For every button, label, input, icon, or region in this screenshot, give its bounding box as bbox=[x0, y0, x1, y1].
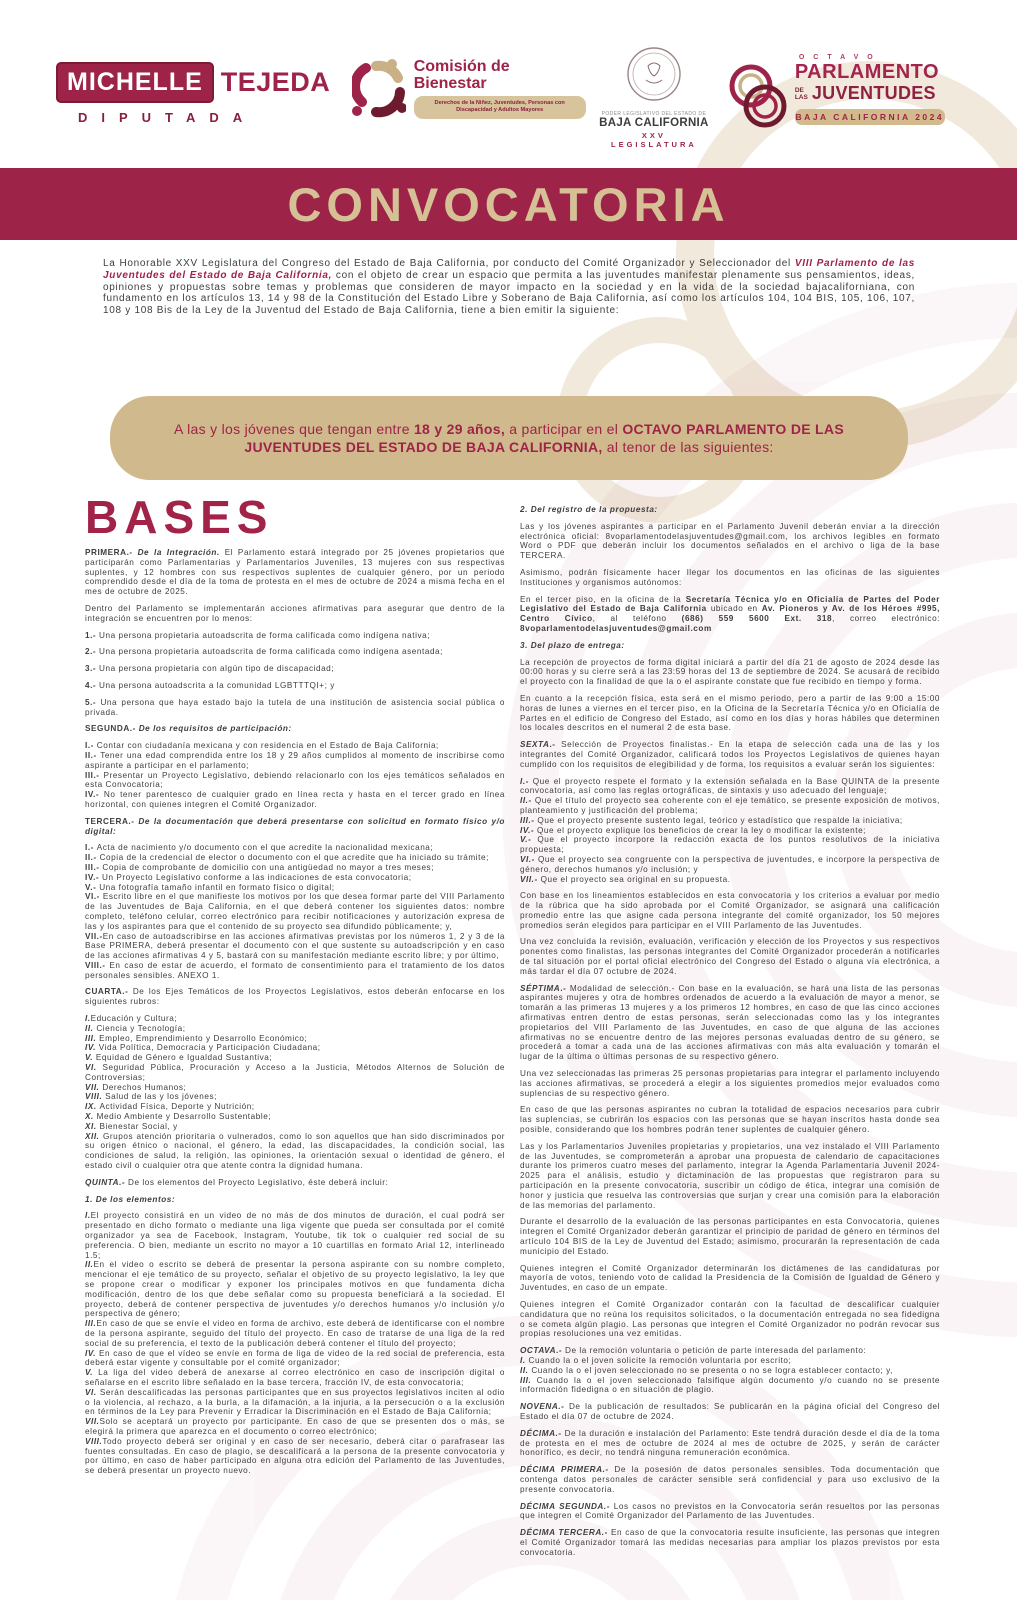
paragraph bbox=[85, 1102, 505, 1112]
text-segment: Selección de Proyectos finalistas.- En la etapa de selección cada una de las y los integrantes del Comité Organizador, calificará todos los Proyectos Legislativos de quienes hayan cumplido con los requisitos de elegibilidad y de forma, los requisitos a evaluar serán los siguientes: bbox=[520, 740, 940, 769]
paragraph bbox=[520, 1356, 940, 1366]
text-segment: Dentro del Parlamento se implementarán acciones afirmativas para asegurar que dentro de la integración se encuentren por lo menos: bbox=[85, 603, 505, 623]
text-segment: I.- bbox=[85, 843, 97, 853]
paragraph bbox=[85, 1349, 505, 1369]
paragraph bbox=[85, 1211, 505, 1260]
text-segment: En caso de estar de acuerdo, el formato de consentimiento para el tratamiento de los datos personales sensibles. ANEXO 1. bbox=[85, 960, 505, 980]
text-segment: En caso de autoadscribirse en las acciones afirmativas previstas por los números 1, 2 y 3 de la Base PRIMERA, deberá presentar el documento con el que sustente su autoadscripción y en caso de las acciones afirmativas 4 y 5, bastará con su manifestación mediante escrito libre; y por último, bbox=[85, 931, 505, 961]
text-segment: 3.- bbox=[85, 664, 100, 674]
text-segment: IX. bbox=[85, 1102, 100, 1112]
text-segment: De la duración e instalación del Parlamento: Este tendrá duración desde el día de la toma de protesta en el mes de octubre de 2024 al mes de octubre de 2025, y serán de carácter honorífico, es decir, no tendrá ninguna remuneración económica. bbox=[520, 1428, 940, 1458]
text-segment: Copia de la credencial de elector o documento con el que acredite que ha iniciado su trámite; bbox=[99, 853, 489, 863]
text-segment: QUINTA.- bbox=[85, 1177, 129, 1187]
congreso-line3: XXV LEGISLATURA bbox=[611, 131, 697, 149]
text-segment: .- bbox=[556, 1346, 565, 1356]
text-segment: Una persona autoadscrita a la comunidad LGBTTTQI+; y bbox=[99, 680, 335, 690]
paragraph bbox=[85, 863, 505, 873]
text-segment: , al teléfono bbox=[592, 614, 682, 624]
text-segment: 18 y 29 años, bbox=[413, 420, 506, 437]
text-segment: Que el título del proyecto sea coherente con el eje temático, se presente exposición de motivos, planteamiento y justificación del problema; bbox=[520, 796, 940, 815]
text-segment: III. bbox=[520, 1375, 537, 1385]
paragraph bbox=[85, 1014, 505, 1024]
intro-paragraph bbox=[103, 258, 915, 317]
text-segment: DÉCIMA TERCERA.- bbox=[520, 1528, 612, 1538]
text-segment: III. bbox=[85, 1033, 100, 1043]
text-segment: VII. bbox=[85, 1082, 103, 1092]
text-segment: 1. De los elementos: bbox=[85, 1194, 176, 1204]
paragraph bbox=[520, 1429, 940, 1458]
text-segment: Las y los Parlamentarios Juveniles propietarias y propietarios, una vez instalado el VIII Parlamento de las Juventudes, se comprometerán a aprobar una propuesta de calendario de capacitaciones durante los primeros cuatro meses del parlamento, integrar la Agenda Parlamentaria Juvenil 2024-2025 para el análisis, estudio y dictaminación de las propuestas que registraron para su participación en la presente convocatoria, suscribir un código de ética, integrar una comisión de honor y justicia que resuelva las controversias que surjan y crear una comisión para la elaboración de las memorias del parlamento. bbox=[520, 1141, 940, 1210]
paragraph bbox=[520, 855, 940, 875]
text-segment: I.- bbox=[520, 776, 533, 786]
paragraph bbox=[520, 595, 940, 634]
congreso-line1: PODER LEGISLATIVO DEL ESTADO DE bbox=[601, 111, 707, 117]
comision-badge: Derechos de la Niñez, Juventudes, Personas con Discapacidad y Adultos Mayores bbox=[414, 96, 586, 119]
paragraph bbox=[520, 694, 940, 733]
text-segment: Salud de las y los jóvenes; bbox=[105, 1092, 217, 1102]
text-segment: El Parlamento estará integrado por 25 jóvenes propietarios que participarán como Parlamentarias y Parlamentarios Juveniles, 13 mujeres con sus respectivas suplentes, y 12 hombres con sus respectivos suplentes de cualquier género, por un periodo comprendido desde el día de la toma de protesta en el mes de octubre de 2024 a misma fecha en el mes de octubre de 2025. bbox=[85, 548, 505, 597]
paragraph bbox=[520, 1142, 940, 1211]
text-segment: al tenor de las siguientes: bbox=[602, 439, 774, 455]
paragraph bbox=[520, 1346, 940, 1356]
parlamento-octavo-label: OCTAVO bbox=[798, 54, 882, 61]
text-segment: II. bbox=[85, 1023, 97, 1033]
text-segment: a participar en el bbox=[505, 420, 623, 437]
paragraph bbox=[85, 1034, 505, 1044]
parlamento-de: DE bbox=[794, 86, 804, 94]
text-segment: II. bbox=[520, 1365, 532, 1375]
text-segment: Una persona propietaria con algún tipo de discapacidad; bbox=[99, 664, 335, 674]
text-segment: De la Integración. bbox=[137, 548, 225, 557]
text-segment: Las y los jóvenes aspirantes a participar en el Parlamento Juvenil deberán enviar a la dirección electrónica oficial: 8voparlamentodelasjuventudes@gmail.com, los archivos legibles en formato Word o PDF que deberán incluir los documentos señalados en el archivo o liga de la base TERCERA. bbox=[520, 521, 940, 561]
text-segment: I. bbox=[85, 1014, 91, 1024]
text-segment: PRIMERA.- bbox=[85, 548, 138, 557]
text-segment: Con base en los lineamientos establecidos en esta convocatoria y los criterios a evaluar por medio de la rúbrica que ha sido aprobada por el Comité Organizador, se asignará una calificación promedio entre las que asigne cada persona integrante del comité organizador, los 50 mejores promedios serán elegidos para participar en el VIII Parlamento de las Juventudes. bbox=[520, 891, 940, 930]
paragraph bbox=[85, 873, 505, 883]
paragraph bbox=[85, 1178, 505, 1188]
paragraph bbox=[85, 1260, 505, 1319]
text-segment: Tener una edad comprendida entre los 18 y 29 años cumplidos al momento de inscribirse como aspirante a participar en el parlamento; bbox=[85, 750, 505, 770]
text-segment: Quienes integren el Comité Organizador contarán con la facultad de descalificar cualquier candidatura que no reúna los requisitos solicitados, o la documentación entregada no sea fidedigna o se cometa algún plagio. Las personas que integren el Comité Organizador no podrán revocar sus propias resoluciones una vez emitidas. bbox=[520, 1299, 940, 1339]
michelle-name-box: MICHELLE bbox=[56, 62, 214, 103]
text-segment: X. bbox=[85, 1112, 97, 1122]
text-segment: Seguridad Pública, Procuración y Acceso a la Justicia, Métodos Alternos de Solución de Controversias; bbox=[85, 1063, 505, 1082]
text-segment: Vida Política, Democracia y Participación Ciudadana; bbox=[98, 1043, 321, 1053]
text-segment: Asimismo, podrán físicamente hacer llegar los documentos en las oficinas de las siguientes Instituciones y organismos autónomos: bbox=[520, 567, 940, 587]
paragraph bbox=[85, 883, 505, 893]
text-segment: NOVENA.- bbox=[520, 1402, 569, 1412]
comision-pinwheel-icon bbox=[352, 58, 406, 120]
text-segment: .- bbox=[560, 983, 570, 993]
paragraph bbox=[520, 937, 940, 976]
text-segment: .- bbox=[549, 740, 562, 750]
text-segment: IV. bbox=[85, 1348, 100, 1358]
text-segment: VIII Parlamento de las Juventudes del Estado de Baja California, bbox=[103, 258, 915, 281]
text-segment: I. bbox=[85, 1211, 91, 1221]
paragraph bbox=[85, 1092, 505, 1102]
paragraph bbox=[520, 984, 940, 1062]
text-segment: DÉCIMA PRIMERA.- bbox=[520, 1465, 615, 1475]
banner bbox=[0, 168, 1017, 240]
paragraph bbox=[520, 1300, 940, 1339]
parlamento-de-las-label bbox=[795, 87, 808, 101]
paragraph bbox=[85, 932, 505, 961]
text-segment: 3. Del plazo de entrega: bbox=[520, 640, 625, 650]
paragraph bbox=[85, 1083, 505, 1093]
paragraph bbox=[520, 1502, 940, 1522]
paragraph bbox=[85, 741, 505, 751]
text-segment: En caso de que el vídeo se envíe en forma de liga de video de la red social de preferencia, esta deberá estar vigente y consultable por el comité organizador; bbox=[85, 1348, 505, 1368]
text-segment: En cuanto a la recepción física, esta será en el mismo periodo, pero a partir de las 9:00 a 15:00 horas de lunes a viernes en el tercer piso, en la Oficina de la Secretaría Técnica y/o en Oficialía de Partes en el edificio de Congreso del Estado, así como en los días y horas hábiles que determinen los locales descritos en el numeral 2 de esta base. bbox=[520, 693, 940, 733]
text-segment: Cuando la o el joven seleccionado falsifique algún documento y/o cuando no se presente información fidedigna o en situación de plagio. bbox=[520, 1375, 940, 1395]
text-segment: IV.- bbox=[85, 872, 103, 882]
text-segment: V.- bbox=[85, 882, 100, 892]
paragraph bbox=[85, 664, 505, 674]
callout-text bbox=[156, 420, 862, 457]
text-segment: VII.- bbox=[85, 931, 103, 941]
text-segment: En caso de que las personas aspirantes no cubran la totalidad de espacios necesarios para cubrir las suplencias, se cubrirán los espacios con las personas que se hayan inscritos hasta donde sea posible, considerando que los hombres podrán tener suplentes de cualquier género. bbox=[520, 1105, 940, 1135]
paragraph bbox=[85, 1437, 505, 1476]
header bbox=[56, 46, 968, 149]
parlamento-title: PARLAMENTO bbox=[794, 61, 940, 83]
bases-left-column bbox=[85, 548, 505, 1588]
text-segment: Medio Ambiente y Desarrollo Sustentable; bbox=[96, 1112, 272, 1122]
text-segment: De los Ejes Temáticos de los Proyectos Legislativos, estos deberán enfocarse en los siguientes rubros: bbox=[85, 987, 505, 1007]
paragraph bbox=[85, 604, 505, 624]
callout-box bbox=[110, 396, 908, 480]
text-segment: Empleo, Emprendimiento y Desarrollo Económico; bbox=[99, 1033, 308, 1043]
paragraph bbox=[85, 790, 505, 810]
tejeda-name: TEJEDA bbox=[220, 67, 331, 97]
paragraph bbox=[85, 1388, 505, 1417]
text-segment: Bienestar Social, y bbox=[99, 1121, 178, 1131]
text-segment: Copia de comprobante de domicilio con una antigüedad no mayor a tres meses; bbox=[102, 862, 435, 872]
text-segment: Solo se aceptará un proyecto por participante. En caso de que se presenten dos o más, se elegirá la primera que aparezca en el documento o correo electrónico; bbox=[85, 1417, 505, 1436]
paragraph bbox=[520, 1105, 940, 1134]
text-segment: Una fotografía tamaño infantil en formato físico o digital; bbox=[99, 882, 335, 892]
text-segment: IV. bbox=[85, 1043, 99, 1053]
text-segment: Todo proyecto deberá ser original y en caso de ser necesario, deberá citar o parafrasear las fuentes consultadas. En caso de plagio, se descalificará a la persona de la presente convocatoria y por último, en caso de haber participado en alguna otra edición del Parlamento de las Juventudes, se deberá presentar un proyecto nuevo. bbox=[85, 1436, 505, 1476]
paragraph bbox=[520, 1264, 940, 1293]
paragraph bbox=[520, 1366, 940, 1376]
paragraph bbox=[520, 1217, 940, 1256]
text-segment: La liga del video deberá de anexarse al correo electrónico en caso de inscripción digital o señalarse en el escrito libre señalado en la base tercera, fracción IV, de esta convocatoria; bbox=[85, 1368, 505, 1387]
paragraph bbox=[85, 1024, 505, 1034]
text-segment: Una persona propietaria autoadscrita de forma calificada como indígena asentada; bbox=[99, 647, 443, 657]
paragraph bbox=[85, 1319, 505, 1348]
comision-bienestar-logo bbox=[352, 58, 589, 120]
text-segment: VI.- bbox=[85, 892, 103, 902]
text-segment: OCTAVO PARLAMENTO DE LAS JUVENTUDES DEL ESTADO DE BAJA CALIFORNIA, bbox=[244, 420, 844, 455]
text-segment: II. bbox=[85, 1260, 94, 1270]
parlamento-las: LAS bbox=[794, 93, 808, 101]
text-segment: 1.- bbox=[85, 630, 100, 640]
text-segment: 8voparlamentodelasjuventudes@gmail.com bbox=[520, 623, 712, 633]
paragraph bbox=[85, 843, 505, 853]
paragraph bbox=[520, 740, 940, 769]
text-segment: Que el proyecto explique los beneficios de crear la ley o modificar la existente; bbox=[537, 825, 867, 835]
text-segment: SEGUNDA.- bbox=[85, 724, 139, 734]
parlamento-juventudes-logo bbox=[727, 54, 968, 138]
text-segment: Grupos atención prioritaria o vulnerados, como lo son aquellos que han sido discriminados por su origen étnico o nacional, el género, la edad, las discapacidades, la condición social, las condiciones de salud, la religión, las opiniones, la orientación sexual o identidad de género, el estado civil o cualquier otra que atente contra la dignidad humana. bbox=[85, 1131, 505, 1171]
text-segment: Presentar un Proyecto Legislativo, debiendo relacionarlo con los ejes temáticos señalados en esta Convocatoria; bbox=[85, 770, 505, 790]
text-segment: En caso de que se envíe el video en forma de archivo, este deberá de identificarse con el nombre de la persona aspirante, seguido del título del proyecto. En caso de tratarse de una liga de la red social de su preferencia, el texto de la publicación deberá contener el título del proyecto; bbox=[85, 1319, 505, 1348]
text-segment: OCTAVA bbox=[520, 1346, 557, 1356]
text-segment: 2. Del registro de la propuesta: bbox=[520, 505, 658, 514]
paragraph bbox=[520, 891, 940, 930]
paragraph bbox=[520, 1528, 940, 1557]
paragraph bbox=[85, 548, 505, 597]
text-segment: Que el proyecto sea congruente con la perspectiva de juventudes, e incorpore la perspectiva de género, derechos humanos y/o inclusión; y bbox=[520, 854, 940, 874]
text-segment: Que el proyecto presente sustento legal, teórico y estadístico que respalde la iniciativa; bbox=[537, 815, 903, 825]
text-segment: Contar con ciudadanía mexicana y con residencia en el Estado de Baja California; bbox=[96, 741, 439, 751]
text-segment: El proyecto consistirá en un video de no más de dos minutos de duración, el cual podrá ser presentado en dicho formato o mediante una liga vigente que pueda ser consultada por el comité organizador ya sea de Facebook, Instagram, Youtube, tik tok o cualquier red social de su preferencia. O bien, mediante un escrito no mayor a 10 cuartillas en formato Arial 12, interlineado 1.5; bbox=[85, 1211, 505, 1260]
text-segment: VIII. bbox=[85, 1436, 103, 1446]
text-segment: CUARTA.- bbox=[85, 987, 133, 997]
text-segment: I.- bbox=[85, 741, 97, 751]
paragraph bbox=[520, 658, 940, 687]
paragraph bbox=[85, 987, 505, 1007]
text-segment: VI. bbox=[85, 1387, 100, 1397]
michelle-tejeda-logo bbox=[56, 62, 338, 125]
text-segment: Una vez seleccionadas las primeras 25 personas propietarias para integrar el parlamento incluyendo las acciones afirmativas, se procederá a elegir a los siguientes promedios mejor evaluados como suplencias de su respectivo género. bbox=[520, 1069, 940, 1098]
paragraph bbox=[85, 1132, 505, 1171]
paragraph bbox=[85, 698, 505, 718]
text-segment: IV.- bbox=[520, 825, 538, 835]
paragraph bbox=[520, 522, 940, 561]
paragraph bbox=[85, 647, 505, 657]
paragraph bbox=[520, 568, 940, 588]
text-segment: DÉCIMA SEGUNDA.- bbox=[520, 1501, 614, 1511]
text-segment: VII. bbox=[85, 1417, 100, 1427]
text-segment: Una persona que haya estado bajo la tutela de una institución de asistencia social pública o privada. bbox=[85, 697, 505, 717]
paragraph bbox=[85, 1195, 505, 1205]
paragraph bbox=[520, 1402, 940, 1422]
parlamento-rings-icon bbox=[727, 54, 789, 138]
bases-heading: BASES bbox=[85, 491, 274, 543]
text-segment: Durante el desarrollo de la evaluación de las personas participantes en esta Convocatoria, quienes integren el Comité Organizador deberán garantizar el principio de paridad de género en términos del artículo 104 BIS de la Ley de Juventud del Estado; asimismo, procurarán la representación de cada municipio del Estado. bbox=[520, 1217, 940, 1256]
text-segment: II.- bbox=[520, 796, 535, 806]
diputada-label: DIPUTADA bbox=[78, 110, 257, 125]
paragraph bbox=[85, 681, 505, 691]
text-segment: XI. bbox=[85, 1121, 100, 1131]
text-segment: Av. Pioneros y Av. de los Héroes #995, Centro Cívico bbox=[520, 604, 940, 624]
text-segment: XII. bbox=[85, 1131, 103, 1141]
paragraph bbox=[85, 1368, 505, 1388]
text-segment: Que el proyecto incorpore la redacción exacta de los puntos resolutivos de la iniciativa propuesta; bbox=[520, 835, 940, 855]
text-segment: DÉCIMA.- bbox=[520, 1428, 565, 1438]
text-segment: Cuando la o el joven seleccionado no se presenta o no se logra establecer contacto; y, bbox=[531, 1365, 893, 1375]
text-segment: La Honorable XXV Legislatura del Congreso del Estado de Baja California, por conducto del Comité Organizador y Seleccionador del bbox=[103, 258, 795, 269]
text-segment: De la posesión de datos personales sensibles. Toda documentación que contenga datos personales de carácter sensible será confidencial y para uso exclusivo de la presente convocatoria. bbox=[520, 1465, 940, 1494]
text-segment: Quienes integren el Comité Organizador determinarán los dictámenes de las candidaturas por mayoría de votos, teniendo voto de calidad la Presidencia de la Comisión de Igualdad de Género y Juventudes, en caso de un empate. bbox=[520, 1263, 940, 1293]
paragraph bbox=[520, 835, 940, 855]
text-segment: Educación y Cultura; bbox=[90, 1014, 178, 1024]
text-segment: I. bbox=[520, 1355, 529, 1365]
congreso-line2: BAJA CALIFORNIA bbox=[599, 117, 709, 129]
text-segment: VIII. bbox=[85, 1092, 106, 1102]
paragraph bbox=[85, 631, 505, 641]
paragraph bbox=[520, 826, 940, 836]
paragraph bbox=[520, 777, 940, 797]
text-segment: Escrito libre en el que manifieste los motivos por los que desea formar parte del VIII Parlamento de las Juventudes de Baja California, en el que deberá contener los siguientes datos: nombre completo, teléfono celular, correo electrónico para recibir notificaciones y autorización expresa de las y los aspirantes para que el contenido de su proyecto sea difundido públicamente; y, bbox=[85, 892, 505, 931]
text-segment: Un Proyecto Legislativo conforme a las indicaciones de esta convocatoria; bbox=[102, 872, 412, 882]
paragraph bbox=[85, 1112, 505, 1122]
text-segment: No tener parentesco de cualquier grado en línea recta y hasta en el tercer grado en línea horizontal, con quienes integren el Comité Organizador. bbox=[85, 790, 505, 809]
text-segment: ubicado en bbox=[710, 604, 762, 614]
text-segment: SÉPTIMA bbox=[520, 983, 561, 993]
text-segment: 5.- bbox=[85, 697, 101, 707]
text-segment: Derechos Humanos; bbox=[102, 1082, 187, 1092]
page-title: CONVOCATORIA bbox=[287, 177, 730, 231]
text-segment: IV.- bbox=[85, 790, 104, 800]
text-segment: V.- bbox=[520, 835, 538, 845]
text-segment: De la remoción voluntaria o petición de parte interesada del parlamento: bbox=[564, 1346, 867, 1356]
text-segment: De los requisitos de participación: bbox=[138, 724, 292, 734]
paragraph bbox=[520, 875, 940, 885]
text-segment: III. bbox=[85, 1319, 97, 1329]
text-segment: III.- bbox=[520, 815, 538, 825]
paragraph bbox=[520, 1069, 940, 1098]
paragraph bbox=[85, 724, 505, 734]
text-segment: III.- bbox=[85, 862, 103, 872]
text-segment: V. bbox=[85, 1368, 99, 1378]
text-segment: VII.- bbox=[520, 874, 541, 884]
text-segment: Una vez concluida la revisión, evaluación, verificación y elección de los Proyectos y sus respectivos ponentes como finalistas, las personas integrantes del Comité Organizador procederán a notificarles de tal situación por el portal oficial electrónico del Congreso del Estado o alguna vía electrónica, a más tardar el día 07 octubre de 2024. bbox=[520, 937, 940, 976]
paragraph bbox=[85, 817, 505, 837]
text-segment: De los elementos del Proyecto Legislativo, éste deberá incluir: bbox=[128, 1177, 389, 1187]
text-segment: La recepción de proyectos de forma digital iniciará a partir del día 21 de agosto de 2024 desde las 00:00 horas y su cierre será a las 23:59 horas del 13 de septiembre de 2024. Se acusará de recibido el proyecto con la finalidad de que la o el aspirante constate que fue recibido en tiempo y forma. bbox=[520, 657, 940, 687]
text-segment: En caso de que la convocatoria resulte insuficiente, las personas que integren el Comité Organizador tomará las medidas necesarias para ampliar los plazos previstos por esta convocatoria. bbox=[520, 1528, 940, 1557]
text-segment: Una persona propietaria autoadscrita de forma calificada como indígena nativa; bbox=[99, 630, 431, 640]
paragraph bbox=[520, 1376, 940, 1396]
text-segment: Que el proyecto sea original en su propuesta. bbox=[540, 874, 731, 884]
congreso-seal-logo bbox=[597, 46, 711, 149]
paragraph bbox=[85, 1417, 505, 1437]
paragraph bbox=[85, 751, 505, 771]
paragraph bbox=[520, 1465, 940, 1494]
text-segment: A las y los jóvenes que tengan entre bbox=[174, 420, 414, 437]
paragraph bbox=[85, 892, 505, 931]
paragraph bbox=[85, 1063, 505, 1083]
comision-title-line2: Bienestar bbox=[413, 75, 487, 92]
text-segment: En el tercer piso, en la oficina de la bbox=[520, 594, 686, 604]
comision-title-line1: Comisión de bbox=[413, 58, 510, 75]
text-segment: Acta de nacimiento y/o documento con el que acredite la nacionalidad mexicana; bbox=[96, 843, 434, 853]
paragraph bbox=[520, 796, 940, 816]
text-segment: 2.- bbox=[85, 647, 100, 657]
text-segment: VI. bbox=[85, 1063, 103, 1073]
text-segment: Cuando la o el joven solicite la remoción voluntaria por escrito; bbox=[528, 1355, 792, 1365]
paragraph bbox=[85, 1053, 505, 1063]
text-segment: VI.- bbox=[520, 854, 538, 864]
paragraph bbox=[85, 771, 505, 791]
text-segment: II.- bbox=[85, 750, 101, 760]
text-segment: V. bbox=[85, 1053, 96, 1063]
text-segment: De la documentación que deberá presentarse con solicitud en formato físico y/o digital: bbox=[85, 816, 505, 836]
text-segment: Ciencia y Tecnología; bbox=[96, 1023, 186, 1033]
congreso-seal-icon bbox=[626, 46, 682, 102]
paragraph bbox=[85, 1122, 505, 1132]
text-segment: VIII.- bbox=[85, 960, 110, 970]
paragraph bbox=[85, 961, 505, 981]
text-segment: III.- bbox=[85, 770, 104, 780]
parlamento-juventudes-title: JUVENTUDES bbox=[811, 83, 936, 103]
paragraph bbox=[520, 641, 940, 651]
text-segment: , correo electrónico: bbox=[832, 614, 940, 624]
paragraph bbox=[85, 853, 505, 863]
text-segment: Los casos no previstos en la Convocatoria serán resueltos por las personas que integren el Comité Organizador del Parlamento de las Juventudes. bbox=[520, 1501, 940, 1521]
text-segment: (686) 559 5600 Ext. 318 bbox=[681, 614, 833, 624]
text-segment: II.- bbox=[85, 853, 100, 863]
bases-right-column bbox=[520, 505, 940, 1590]
text-segment: Que el proyecto respete el formato y la extensión señalada en la Base QUINTA de la presente convocatoria, así como las reglas ortográficas, de sintaxis y uso adecuado del lenguaje; bbox=[520, 776, 940, 796]
text-segment: SEXTA bbox=[520, 740, 550, 750]
text-segment: Secretaría Técnica y/o en Oficialía de Partes del Poder Legislativo del Estado de Baja California bbox=[520, 594, 940, 614]
text-segment: Modalidad de selección.- Con base en la evaluación, se hará una lista de las personas aspirantes mujeres y otra de hombres ordenados de acuerdo a la evaluación de mayor a menor, se tomarán a las primeras 13 mujeres y a los primeros 12 hombres, en caso de que las cinco acciones afirmativas entren dentro de estas personas, serán seleccionadas como las y los integrantes propietarios del VIII Parlamento de las Juventudes, en caso de que alguna de las acciones afirmativas no se encuentre dentro de las mejores personas evaluadas dentro de su género, se procederá a tomar a cada una de las acciones afirmativas con más alta evaluación y tomarán el lugar de la última o últimas personas de su respectivo género. bbox=[520, 983, 940, 1062]
text-segment: Equidad de Género e Igualdad Sustantiva; bbox=[95, 1053, 273, 1063]
text-segment: TERCERA.- bbox=[85, 816, 139, 826]
text-segment: Actividad Física, Deporte y Nutrición; bbox=[99, 1102, 255, 1112]
parlamento-badge: BAJA CALIFORNIA 2024 bbox=[795, 109, 945, 125]
text-segment: con el objeto de crear un espacio que permita a las juventudes manifestar plenamente sus pensamientos, ideas, opiniones y propuestas sobre temas y problemas que consideren de mayor impacto en la sociedad y en la vida de la sociedad bajacaliforniana, con fundamento en los artículos 13, 14 y 98 de la Constitución del Estado Libre y Soberano de Baja California, así como los artículos 104, 104 BIS, 105, 106, 107, 108 y 108 Bis de la Ley de la Juventud del Estado de Baja California, tiene a bien emitir la siguiente: bbox=[103, 269, 916, 317]
text-segment: En el video o escrito se deberá de presentar la persona aspirante con su nombre completo, mencionar el eje temático de su proyecto, señalar el objetivo de su proyecto legislativo, la ley que se propone crear o modificar y exponer los principales motivos en que fundamenta dicha modificación, dentro de los que debe señalar como su propuesta beneficiará a la sociedad. El proyecto, deberá de contener perspectiva de juventudes y/o derechos humanos y/o inclusión y/o perspectiva de género; bbox=[85, 1260, 505, 1319]
paragraph bbox=[520, 816, 940, 826]
text-segment: 4.- bbox=[85, 680, 100, 690]
paragraph bbox=[520, 505, 940, 515]
paragraph bbox=[85, 1043, 505, 1053]
text-segment: De la publicación de resultados: Se publicarán en la página oficial del Congreso del Estado el día 07 de octubre de 2024. bbox=[520, 1402, 940, 1421]
text-segment: Serán descalificadas las personas participantes que en sus proyectos legislativos inciten al odio o la violencia, al rechazo, a la burla, a la difamación, a la injuria, a la persecución o a la exclusión en términos de la Ley para Prevenir y Erradicar la Discriminación en el Estado de Baja California; bbox=[85, 1387, 505, 1417]
